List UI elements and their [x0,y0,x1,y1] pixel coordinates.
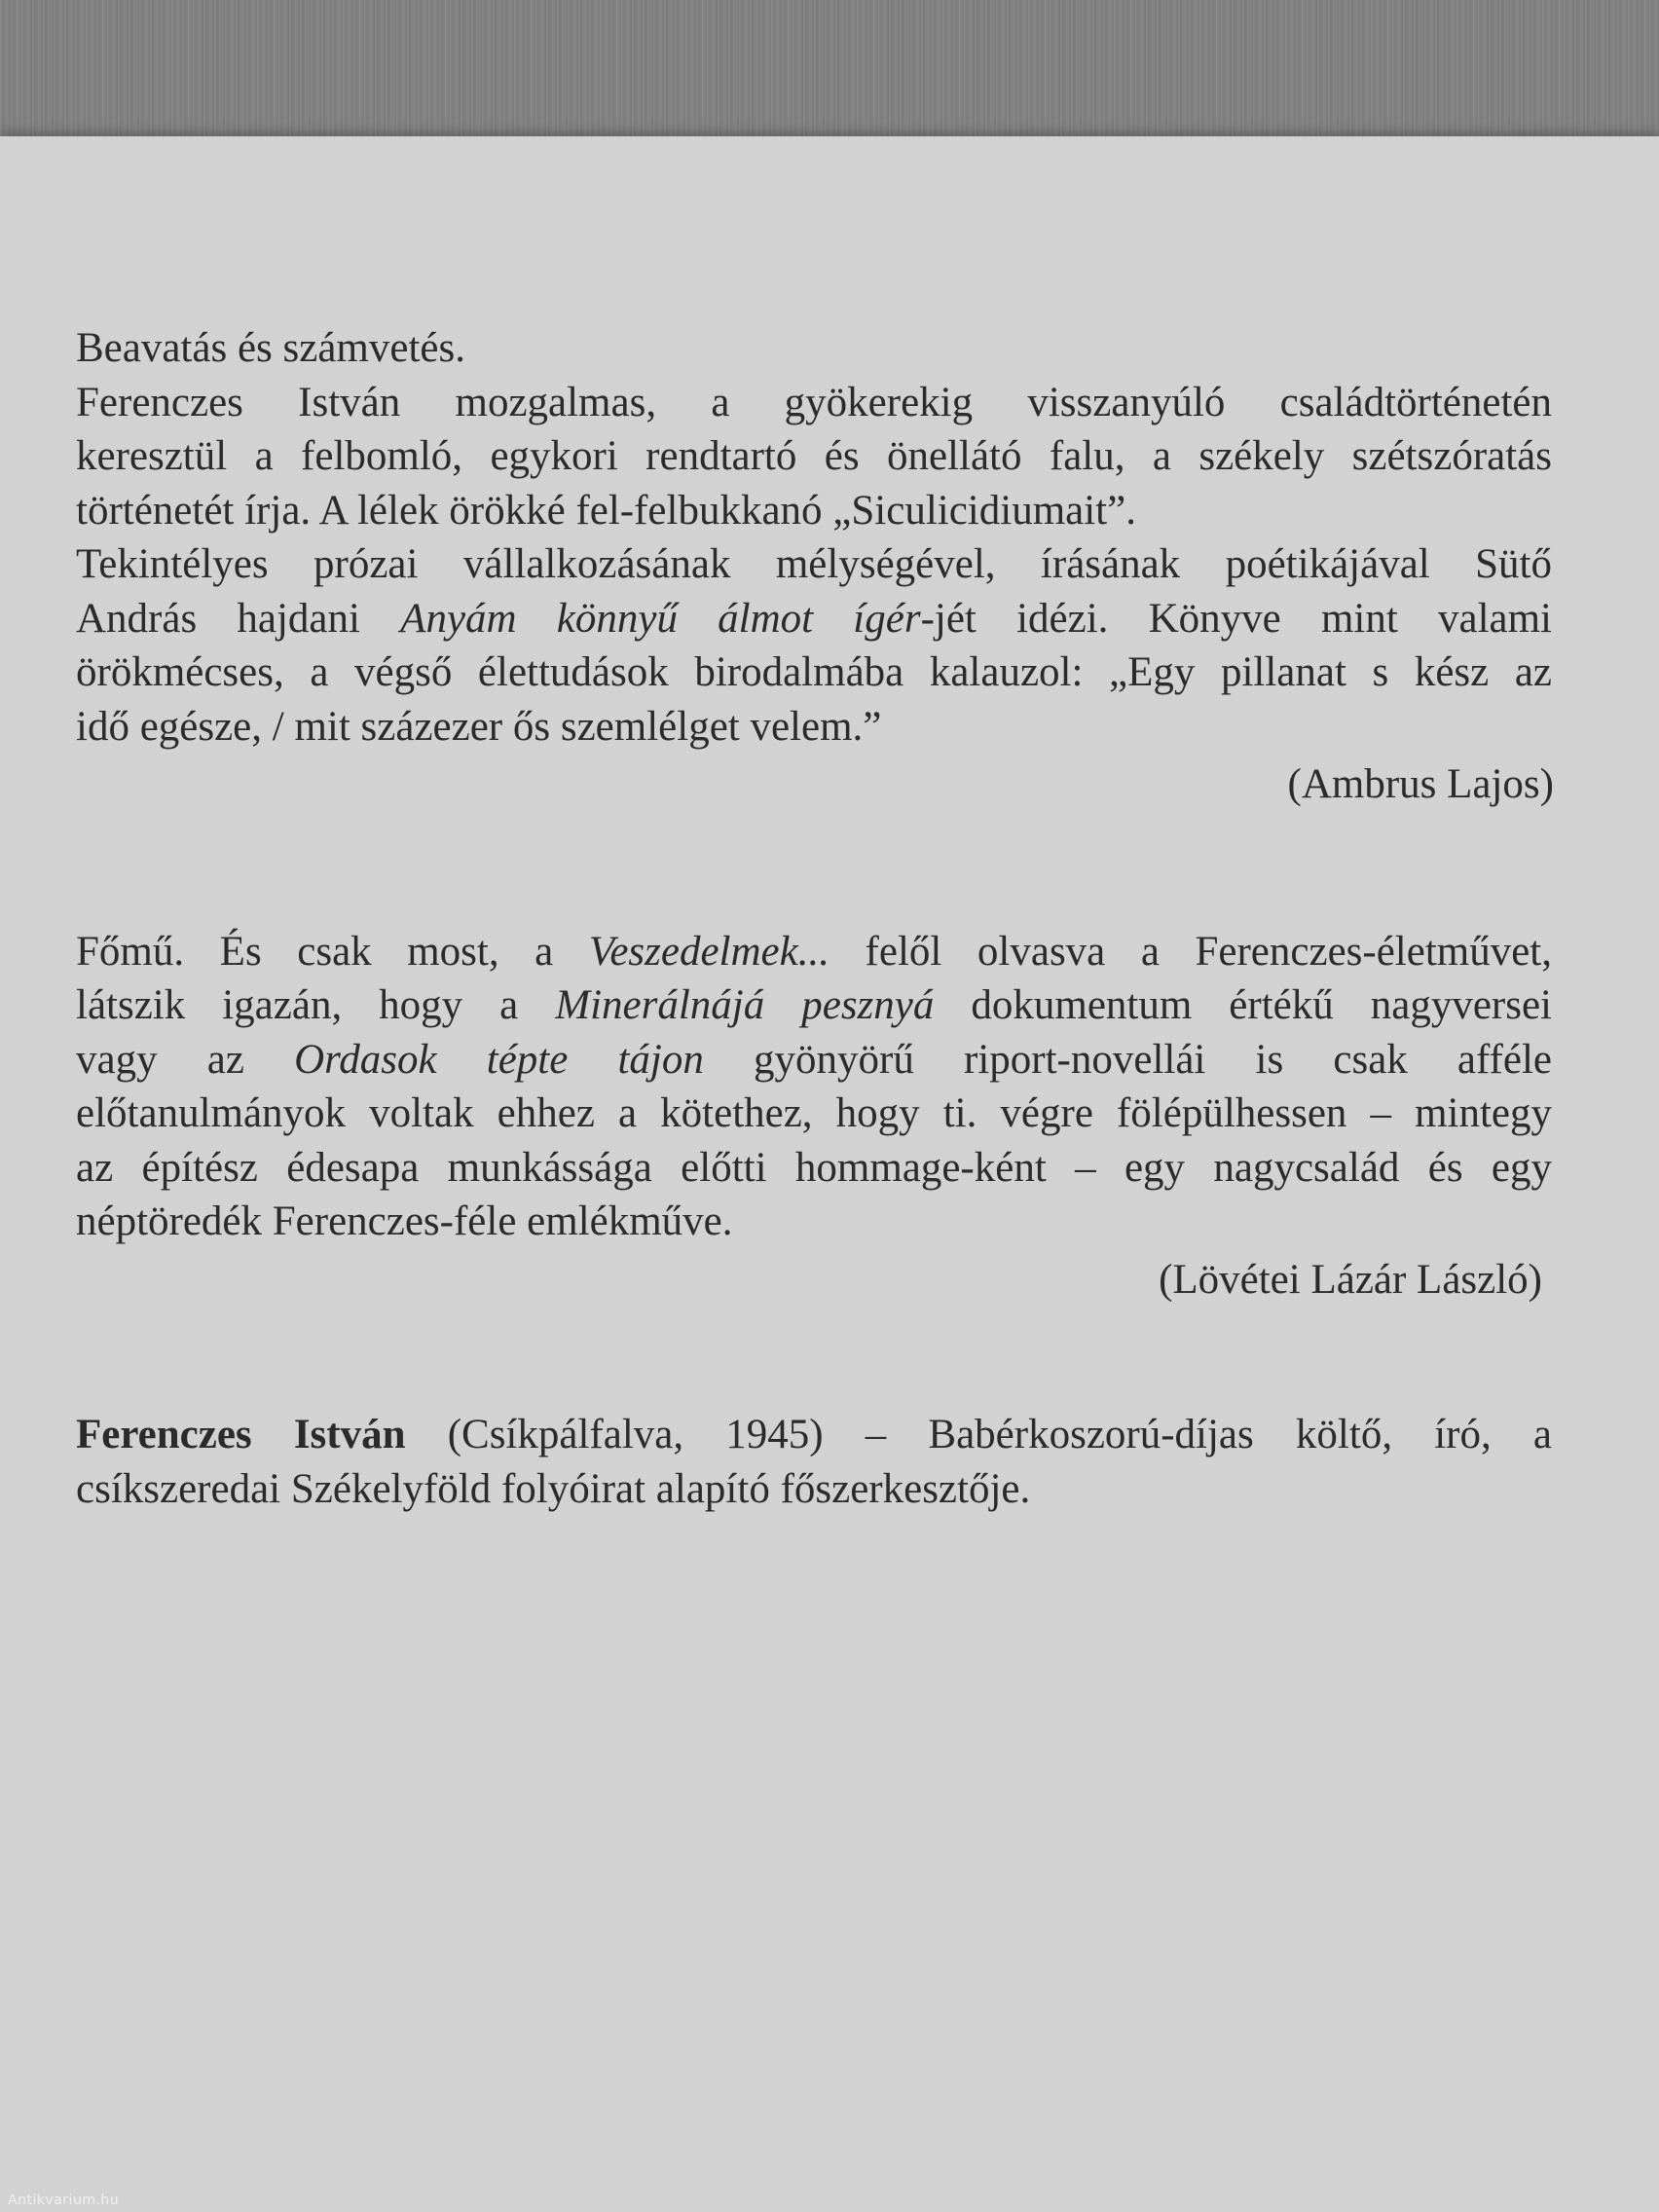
review-line: előtanulmányok voltak ehhez a kötethez, hogy ti. végre fölépülhessen – mintegy [76,1090,1552,1136]
book-title: Veszedelmek... [588,928,830,975]
review-line: vagy az Ordasok tépte tájon gyönyörű riport-novellái is csak afféle [76,1036,1552,1083]
review-line: néptöredék Ferenczes-féle emlékműve. [76,1198,733,1244]
review-line: András hajdani Anyám könnyű álmot ígér-jét idézi. Könyve mint valami [76,595,1552,642]
review-line: idő egésze, / mit százezer ős szemlélget velem.” [76,703,882,750]
bio-line: csíkszeredai Székelyföld folyóirat alapító főszerkesztője. [76,1465,1031,1512]
review-author: (Ambrus Lajos) [1287,761,1554,807]
background-surface [0,0,1659,146]
review-line: történetét írja. A lélek örökké fel-felbukkanó „Siculicidiumait”. [76,487,1136,534]
review-line: Főmű. És csak most, a Veszedelmek... felől olvasva a Ferenczes-életművet, [76,928,1552,975]
bio-line: Ferenczes István (Csíkpálfalva, 1945) – Babérkoszorú-díjas költő, író, a [76,1412,1552,1457]
book-back-cover [0,136,1659,2212]
cover-text [76,321,1552,1516]
review-line: örökmécses, a végső élettudások birodalmába kalauzol: „Egy pillanat s kész az [76,649,1552,695]
review-line: látszik igazán, hogy a Minerálnájá pesznyá dokumentum értékű nagyversei [76,982,1552,1028]
review-line: Tekintélyes prózai vállalkozásának mélységével, írásának poétikájával Sütő [76,541,1552,587]
review-author: (Lövétei Lázár László) [1159,1256,1542,1303]
author-name: Ferenczes István [76,1412,406,1457]
book-title: Ordasok tépte tájon [294,1036,704,1083]
review-ambrus [76,321,1552,812]
book-title: Minerálnájá pesznyá [555,982,935,1028]
review-lovetei [76,925,1552,1308]
review-line: keresztül a felbomló, egykori rendtartó és önellátó falu, a székely szétszóratás [76,433,1552,479]
review-title: Beavatás és számvetés. [76,325,465,371]
review-line: Ferenczes István mozgalmas, a gyökerekig visszanyúló családtörténetén [76,379,1552,425]
author-bio [76,1408,1552,1516]
watermark: Antikvarium.hu [8,2193,120,2208]
review-line: az építész édesapa munkássága előtti hommage-ként – egy nagycsalád és egy [76,1144,1552,1191]
book-title: Anyám könnyű álmot ígér [400,595,921,642]
